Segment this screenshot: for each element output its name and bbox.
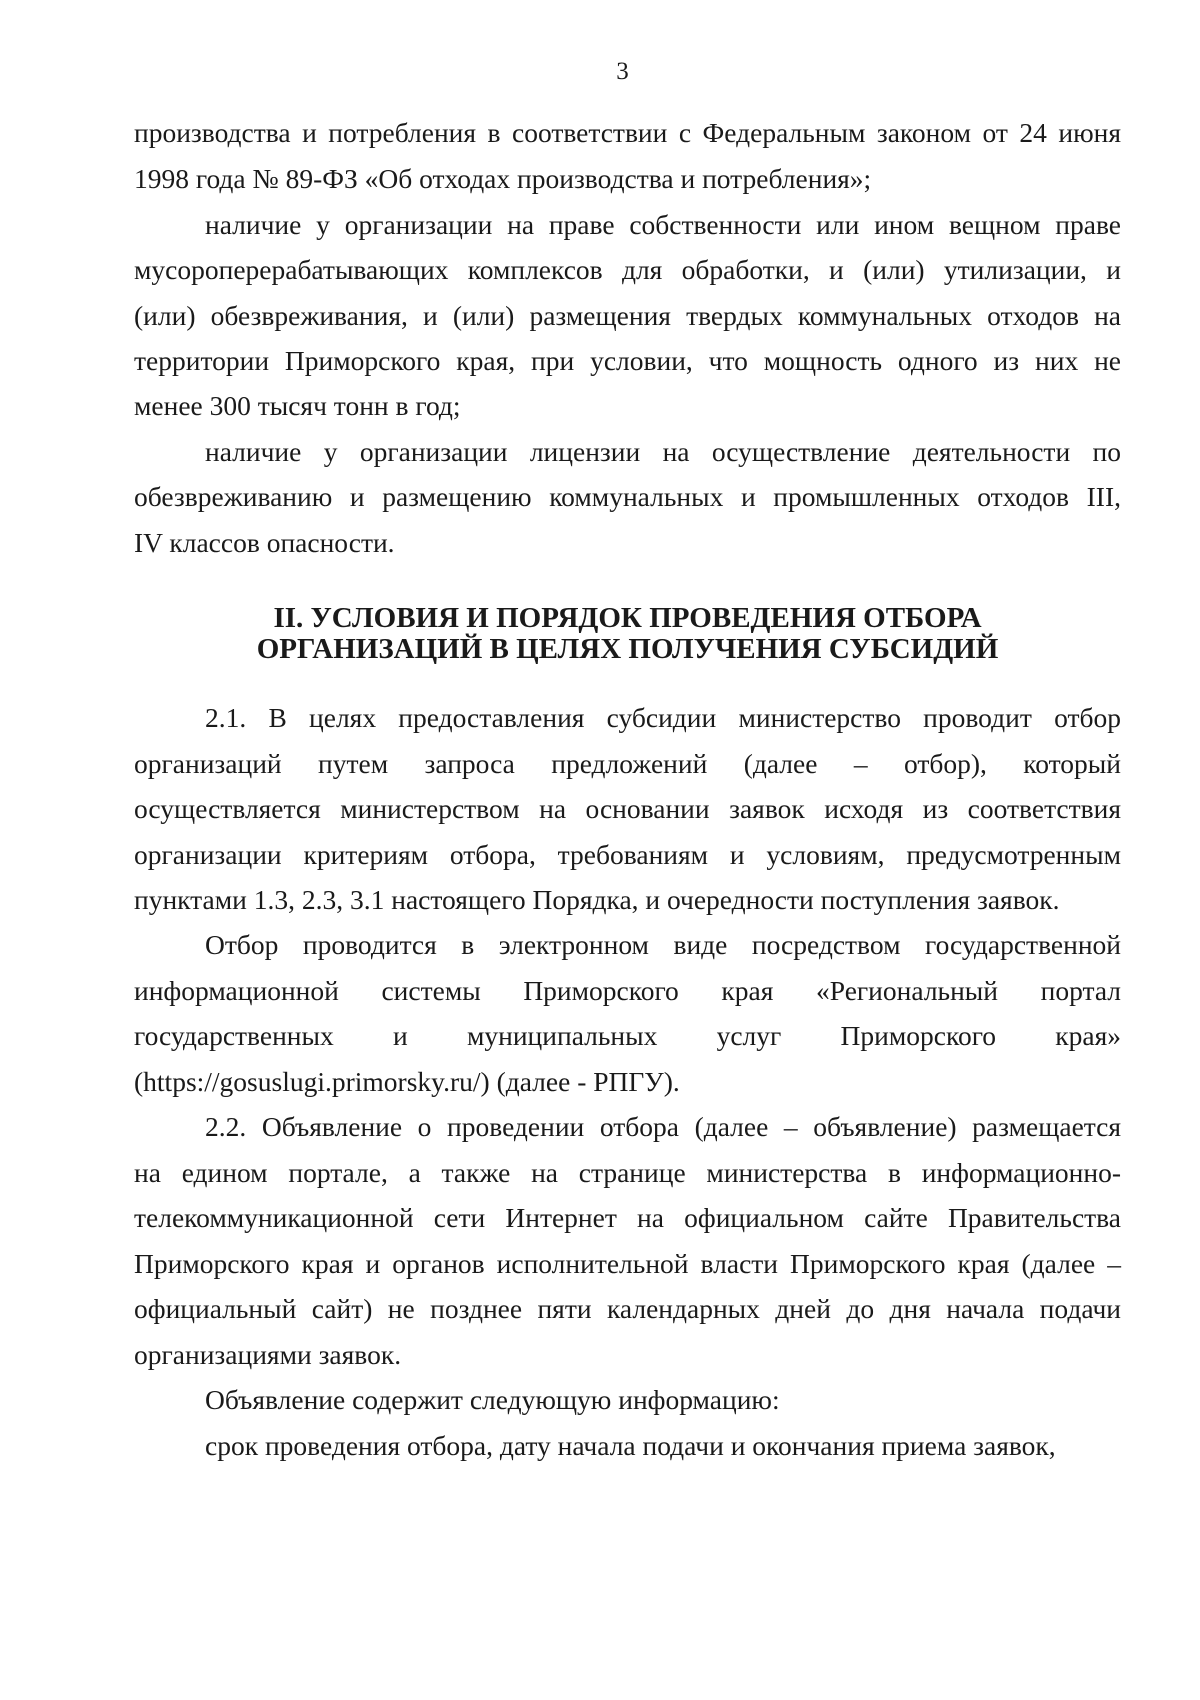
text-line: на едином портале, а также на странице министерства в информационно- (134, 1157, 1121, 1188)
text-line: мусороперерабатывающих комплексов для обработки, и (или) утилизации, и (134, 254, 1121, 285)
text-line: Отбор проводится в электронном виде посредством государственной (205, 929, 1121, 960)
text-line: наличие у организации на праве собственности или ином вещном праве (205, 209, 1121, 240)
text-line: 2.1. В целях предоставления субсидии министерство проводит отбор (205, 702, 1121, 733)
section-heading-line: ОРГАНИЗАЦИЙ В ЦЕЛЯХ ПОЛУЧЕНИЯ СУБСИДИЙ (256, 633, 999, 665)
text-line: срок проведения отбора, дату начала подачи и окончания приема заявок, (205, 1430, 1056, 1461)
text-line: организациями заявок. (134, 1339, 402, 1370)
text-line: (https://gosuslugi.primorsky.ru/) (далее - РПГУ). (134, 1066, 680, 1097)
page-number: 3 (616, 58, 629, 85)
text-line: официальный сайт) не позднее пяти календарных дней до дня начала подачи (134, 1293, 1121, 1324)
text-line: телекоммуникационной сети Интернет на официальном сайте Правительства (134, 1202, 1121, 1233)
text-line: территории Приморского края, при условии, что мощность одного из них не (134, 345, 1121, 376)
text-line: Объявление содержит следующую информацию: (205, 1384, 780, 1415)
text-line: организации критериям отбора, требованиям и условиям, предусмотренным (134, 839, 1121, 870)
text-line: 1998 года № 89-ФЗ «Об отходах производства и потребления»; (134, 163, 872, 194)
text-line: обезвреживанию и размещению коммунальных и промышленных отходов III, (134, 481, 1121, 512)
text-line: IV классов опасности. (134, 527, 395, 558)
text-line: информационной системы Приморского края «Региональный портал (134, 975, 1121, 1006)
text-line: наличие у организации лицензии на осуществление деятельности по (205, 436, 1121, 467)
text-line: пунктами 1.3, 2.3, 3.1 настоящего Порядка, и очередности поступления заявок. (134, 884, 1060, 915)
text-line: Приморского края и органов исполнительной власти Приморского края (далее – (134, 1248, 1121, 1279)
text-line: организаций путем запроса предложений (далее – отбор), который (134, 748, 1121, 779)
text-line: государственных и муниципальных услуг Приморского края» (134, 1020, 1121, 1051)
text-line: (или) обезвреживания, и (или) размещения твердых коммунальных отходов на (134, 300, 1121, 331)
text-line: менее 300 тысяч тонн в год; (134, 390, 461, 421)
text-line: осуществляется министерством на основании заявок исходя из соответствия (134, 793, 1121, 824)
section-heading-line: II. УСЛОВИЯ И ПОРЯДОК ПРОВЕДЕНИЯ ОТБОРА (273, 602, 982, 634)
text-line: производства и потребления в соответствии с Федеральным законом от 24 июня (134, 117, 1121, 148)
text-line: 2.2. Объявление о проведении отбора (далее – объявление) размещается (205, 1111, 1121, 1142)
